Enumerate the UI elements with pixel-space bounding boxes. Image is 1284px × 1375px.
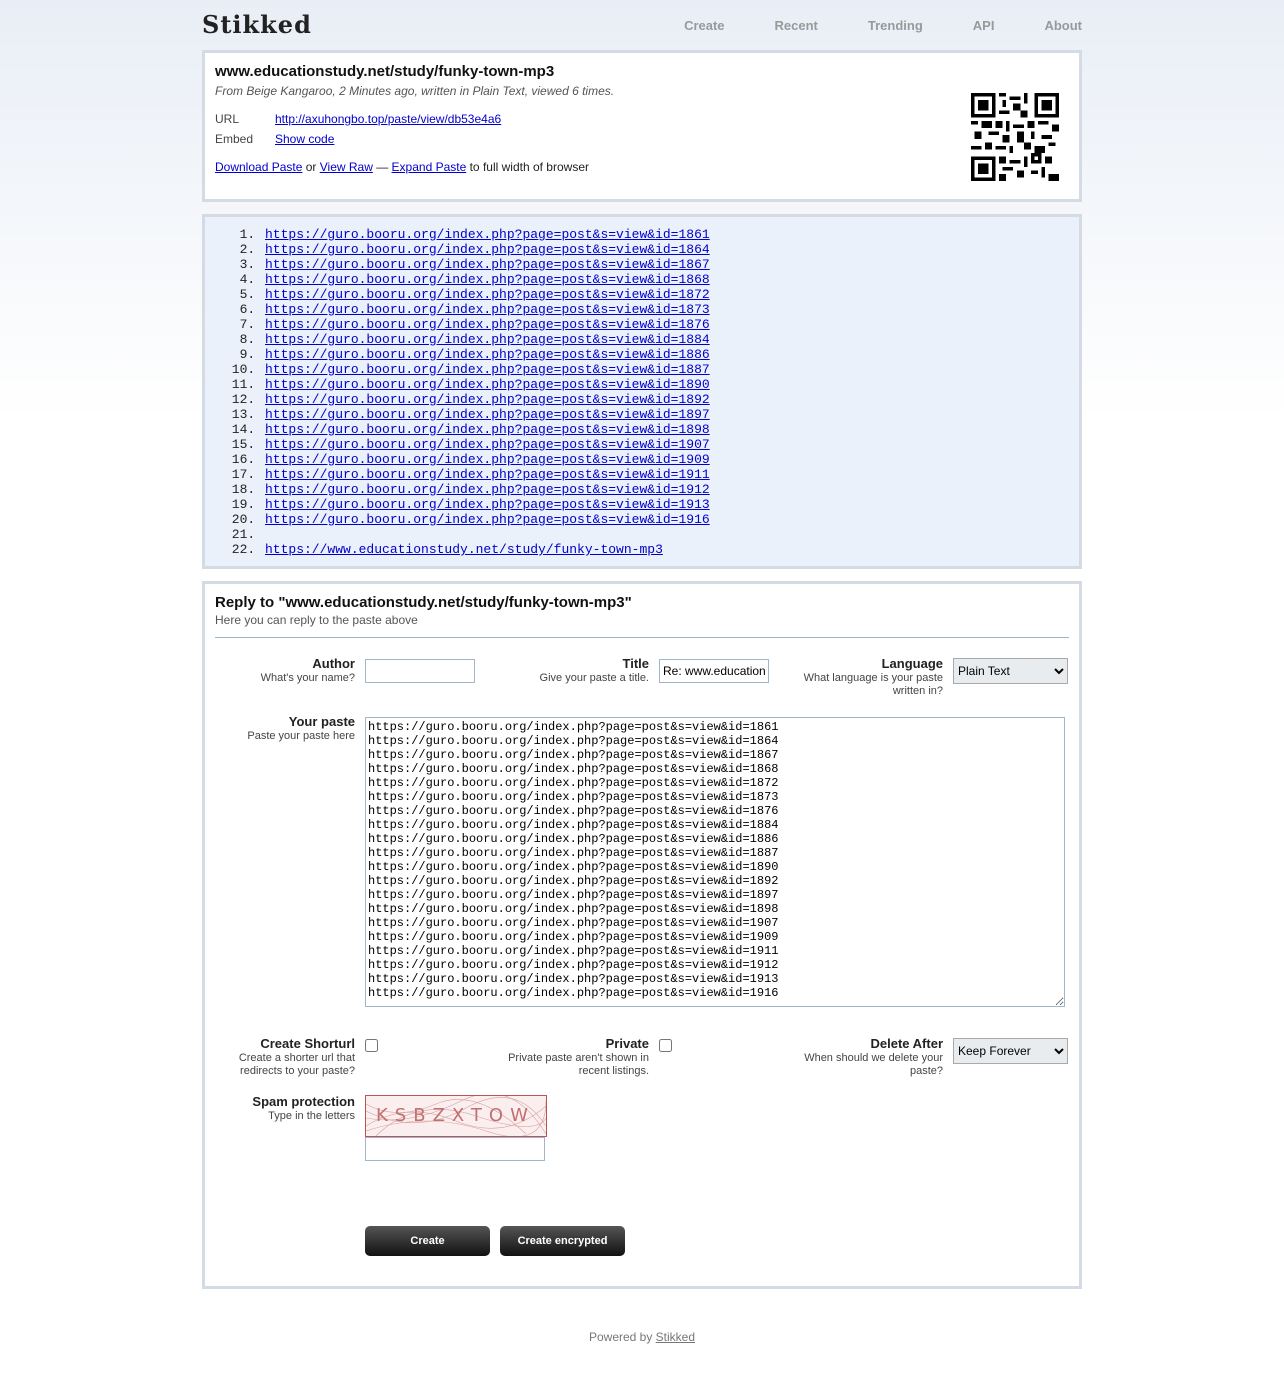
language-select[interactable] xyxy=(953,658,1068,684)
code-line xyxy=(263,437,1079,452)
code-line-link[interactable]: https://guro.booru.org/index.php?page=post&s=view&id=1890 xyxy=(265,377,710,392)
code-line xyxy=(263,302,1079,317)
reply-heading: Reply to "www.educationstudy.net/study/funky-town-mp3" xyxy=(215,594,632,611)
page xyxy=(202,0,1082,1289)
code-line-link[interactable]: https://guro.booru.org/index.php?page=post&s=view&id=1912 xyxy=(265,482,710,497)
code-line xyxy=(263,422,1079,437)
code-line-link[interactable]: https://guro.booru.org/index.php?page=post&s=view&id=1872 xyxy=(265,287,710,302)
divider xyxy=(215,637,1069,638)
code-line xyxy=(263,407,1079,422)
nav-recent[interactable]: Recent xyxy=(774,18,818,33)
title-input[interactable] xyxy=(659,659,769,683)
paste-actions xyxy=(215,160,1069,174)
paste-hint: Paste your paste here xyxy=(247,730,355,742)
language-field-wrap xyxy=(953,658,1068,684)
language-label-group xyxy=(793,656,943,698)
code-line xyxy=(263,512,1079,527)
header xyxy=(202,0,1082,50)
code-line xyxy=(263,542,1079,557)
shorturl-field-wrap xyxy=(365,1039,378,1055)
code-line xyxy=(263,332,1079,347)
captcha-input[interactable] xyxy=(365,1137,545,1161)
private-label-group xyxy=(495,1036,649,1078)
reply-form xyxy=(202,581,1082,1289)
delete-hint: When should we delete your paste? xyxy=(804,1052,943,1077)
create-button[interactable]: Create xyxy=(365,1226,490,1256)
code-line xyxy=(263,227,1079,242)
download-paste-link[interactable]: Download Paste xyxy=(215,160,303,174)
author-label-group xyxy=(215,656,355,685)
url-label: URL xyxy=(215,112,240,126)
paste-label: Your paste xyxy=(288,714,355,729)
or-text: or xyxy=(302,160,320,174)
code-line-link[interactable]: https://guro.booru.org/index.php?page=post&s=view&id=1873 xyxy=(265,302,710,317)
language-label: Language xyxy=(881,656,943,671)
code-line xyxy=(263,287,1079,302)
private-hint: Private paste aren't shown in recent listings. xyxy=(508,1052,649,1077)
code-line xyxy=(263,482,1079,497)
shorturl-hint: Create a shorter url that redirects to your paste? xyxy=(238,1052,355,1077)
captcha-wrap xyxy=(365,1095,547,1140)
code-line-link[interactable]: https://guro.booru.org/index.php?page=post&s=view&id=1886 xyxy=(265,347,710,362)
code-line-link[interactable]: https://guro.booru.org/index.php?page=post&s=view&id=1913 xyxy=(265,497,710,512)
paste-url-link[interactable]: http://axuhongbo.top/paste/view/db53e4a6 xyxy=(275,112,502,126)
paste-textarea[interactable] xyxy=(365,717,1065,1007)
delete-after-select[interactable] xyxy=(953,1038,1068,1064)
dash-text: — xyxy=(372,160,392,174)
show-code-link[interactable]: Show code xyxy=(275,132,335,146)
view-raw-link[interactable]: View Raw xyxy=(319,160,373,174)
shorturl-label: Create Shorturl xyxy=(260,1036,355,1051)
embed-row xyxy=(215,132,1069,146)
code-line-link[interactable]: https://guro.booru.org/index.php?page=post&s=view&id=1868 xyxy=(265,272,710,287)
code-line xyxy=(263,527,1079,542)
main-nav xyxy=(684,18,1082,33)
spam-label-group xyxy=(215,1094,355,1123)
captcha-input-wrap xyxy=(365,1137,545,1161)
code-line xyxy=(263,362,1079,377)
code-line xyxy=(263,317,1079,332)
delete-field-wrap xyxy=(953,1038,1068,1064)
nav-api[interactable]: API xyxy=(972,18,995,33)
title-label-group xyxy=(495,656,649,685)
spam-hint: Type in the letters xyxy=(268,1110,355,1122)
code-line-link[interactable]: https://guro.booru.org/index.php?page=post&s=view&id=1861 xyxy=(265,227,710,242)
author-field-wrap xyxy=(365,659,475,683)
nav-about[interactable]: About xyxy=(1044,18,1082,33)
code-line-link[interactable]: https://guro.booru.org/index.php?page=post&s=view&id=1911 xyxy=(265,467,710,482)
code-line xyxy=(263,452,1079,467)
code-line-link[interactable]: https://guro.booru.org/index.php?page=post&s=view&id=1892 xyxy=(265,392,710,407)
code-line-link[interactable]: https://guro.booru.org/index.php?page=post&s=view&id=1884 xyxy=(265,332,710,347)
shorturl-label-group xyxy=(215,1036,355,1078)
author-label: Author xyxy=(312,656,355,671)
code-line xyxy=(263,272,1079,287)
code-line xyxy=(263,497,1079,512)
expand-paste-link[interactable]: Expand Paste xyxy=(391,160,467,174)
code-line xyxy=(263,257,1079,272)
expand-suffix: to full width of browser xyxy=(466,160,589,174)
logo[interactable]: Stikked xyxy=(202,10,312,39)
code-line xyxy=(263,377,1079,392)
code-line xyxy=(263,242,1079,257)
paste-info-box xyxy=(202,50,1082,202)
code-line-link[interactable]: https://guro.booru.org/index.php?page=post&s=view&id=1909 xyxy=(265,452,710,467)
url-row xyxy=(215,112,1069,126)
paste-meta: From Beige Kangaroo, 2 Minutes ago, written in Plain Text, viewed 6 times. xyxy=(215,84,615,98)
code-line-link[interactable]: https://guro.booru.org/index.php?page=post&s=view&id=1907 xyxy=(265,437,710,452)
paste-label-group xyxy=(215,714,355,743)
code-line-link[interactable]: https://guro.booru.org/index.php?page=post&s=view&id=1864 xyxy=(265,242,710,257)
private-field-wrap xyxy=(659,1039,672,1055)
author-input[interactable] xyxy=(365,659,475,683)
delete-label: Delete After xyxy=(870,1036,943,1051)
create-encrypted-button[interactable]: Create encrypted xyxy=(500,1226,625,1256)
spam-label: Spam protection xyxy=(252,1094,355,1109)
code-line-link[interactable]: https://www.educationstudy.net/study/funky-town-mp3 xyxy=(265,542,663,557)
footer xyxy=(0,1330,1284,1344)
delete-label-group xyxy=(793,1036,943,1078)
captcha-image xyxy=(365,1095,547,1137)
embed-label: Embed xyxy=(215,132,254,146)
code-line xyxy=(263,347,1079,362)
code-line-link[interactable]: https://guro.booru.org/index.php?page=post&s=view&id=1898 xyxy=(265,422,710,437)
footer-prefix: Powered by xyxy=(588,1330,656,1344)
title-field-wrap xyxy=(659,659,769,683)
code-line-link[interactable]: https://guro.booru.org/index.php?page=post&s=view&id=1887 xyxy=(265,362,710,377)
code-line-link[interactable]: https://guro.booru.org/index.php?page=post&s=view&id=1867 xyxy=(265,257,710,272)
title-label: Title xyxy=(622,656,649,671)
code-line xyxy=(263,392,1079,407)
qr-code-icon xyxy=(971,93,1059,181)
captcha-text: KSBZXTOW xyxy=(376,1105,535,1126)
reply-subtitle: Here you can reply to the paste above xyxy=(215,613,418,627)
nav-create[interactable]: Create xyxy=(684,18,725,33)
code-line-link[interactable]: https://guro.booru.org/index.php?page=post&s=view&id=1916 xyxy=(265,512,710,527)
footer-stikked-link[interactable]: Stikked xyxy=(655,1330,696,1344)
paste-code-box xyxy=(202,214,1082,569)
private-label: Private xyxy=(605,1036,649,1051)
code-line xyxy=(263,467,1079,482)
paste-field-wrap xyxy=(365,717,1065,1010)
code-line-link[interactable]: https://guro.booru.org/index.php?page=post&s=view&id=1897 xyxy=(265,407,710,422)
code-line-link[interactable]: https://guro.booru.org/index.php?page=post&s=view&id=1876 xyxy=(265,317,710,332)
language-hint: What language is your paste written in? xyxy=(803,672,943,697)
paste-title: www.educationstudy.net/study/funky-town-mp3 xyxy=(215,63,555,80)
shorturl-checkbox[interactable] xyxy=(365,1039,378,1052)
title-hint: Give your paste a title. xyxy=(539,672,649,684)
nav-trending[interactable]: Trending xyxy=(867,18,923,33)
code-lines xyxy=(205,227,1079,557)
private-checkbox[interactable] xyxy=(659,1039,672,1052)
author-hint: What's your name? xyxy=(260,672,355,684)
